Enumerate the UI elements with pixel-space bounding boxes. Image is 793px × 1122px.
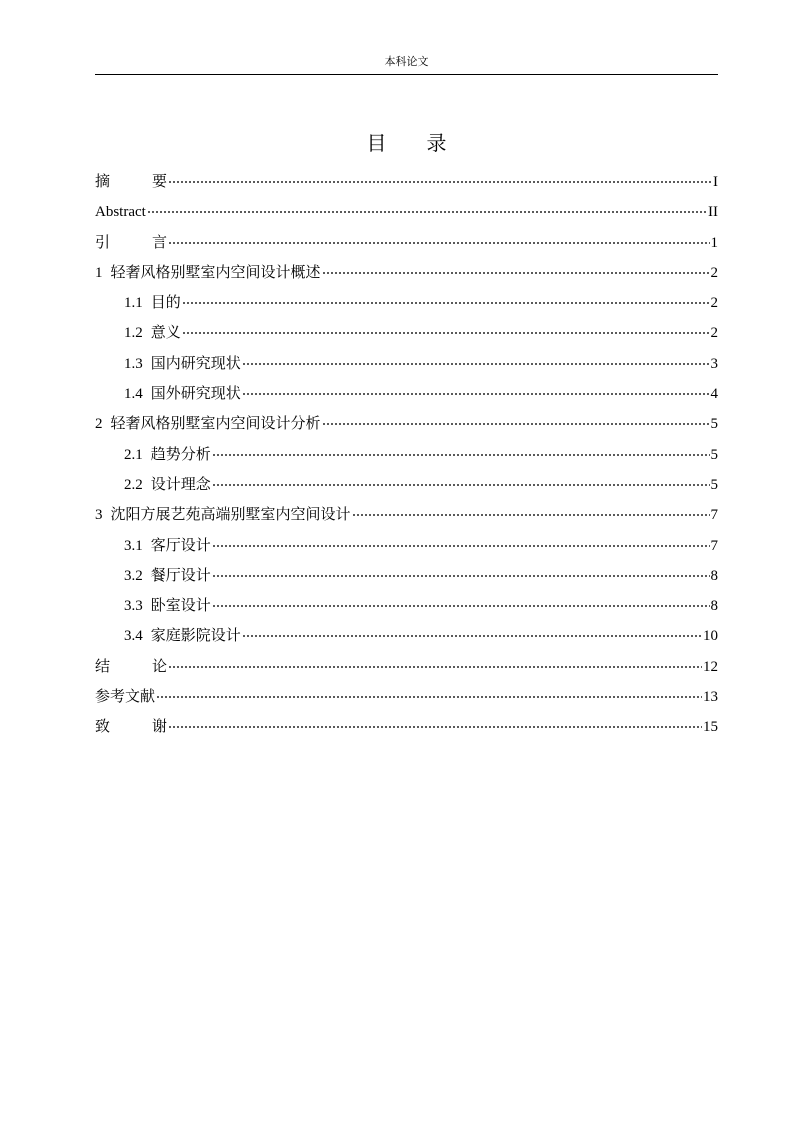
dot-leader (156, 679, 702, 701)
toc-entry-abstract-en[interactable] (95, 194, 718, 224)
toc-page-number: 10 (703, 628, 718, 645)
toc-entry-label: 1.4 国外研究现状 (124, 386, 241, 403)
toc-entry-section-2-2[interactable] (95, 467, 718, 497)
dot-leader (147, 194, 707, 216)
toc-entry-label: 1.1 目的 (124, 295, 181, 312)
toc-entry-introduction[interactable] (95, 225, 718, 255)
toc-entry-section-3-1[interactable] (95, 528, 718, 558)
dot-leader (168, 649, 702, 671)
dot-leader (242, 618, 702, 640)
toc-entry-label: 1.2 意义 (124, 325, 181, 342)
dot-leader (322, 255, 710, 277)
toc-entry-label: 2.2 设计理念 (124, 476, 211, 493)
dot-leader (212, 558, 710, 580)
toc-entry-chapter-3[interactable] (95, 497, 718, 527)
dot-leader (182, 315, 710, 337)
toc-entry-section-2-1[interactable] (95, 437, 718, 467)
toc-entry-label: 3.2 餐厅设计 (124, 567, 211, 584)
toc-page-number: 2 (710, 264, 718, 281)
toc-page-number: 15 (703, 719, 718, 736)
toc-entry-section-3-4[interactable] (95, 618, 718, 648)
toc-entry-label: 3.3 卧室设计 (124, 598, 211, 615)
toc-entry-label: 1.3 国内研究现状 (124, 355, 241, 372)
toc-page-number: 1 (710, 234, 718, 251)
dot-leader (168, 164, 712, 186)
toc-entry-label: 1 轻奢风格别墅室内空间设计概述 (95, 264, 321, 281)
toc-entry-label: 3.1 客厅设计 (124, 537, 211, 554)
toc-title-left: 目 (366, 133, 387, 155)
toc-entry-label: 摘 要 (95, 174, 168, 190)
toc-page-number: 13 (703, 689, 718, 706)
toc-entry-label: 结 论 (95, 658, 168, 675)
toc-title (95, 131, 718, 157)
toc-page-number: 8 (710, 598, 718, 615)
dot-leader (242, 346, 710, 368)
toc-entry-section-1-3[interactable] (95, 346, 718, 376)
toc-page-number: 5 (710, 416, 718, 433)
toc-page-number: 3 (710, 355, 718, 372)
toc-entry-section-1-2[interactable] (95, 315, 718, 345)
toc-page-number: II (708, 204, 718, 221)
toc-entry-section-1-1[interactable] (95, 285, 718, 315)
toc-entry-label: 参考文献 (95, 689, 156, 706)
dot-leader (212, 467, 710, 489)
dot-leader (168, 225, 709, 247)
toc-entry-chapter-2[interactable] (95, 406, 718, 436)
page-header (95, 55, 718, 75)
toc-entry-section-1-4[interactable] (95, 376, 718, 406)
dot-leader (212, 588, 710, 610)
toc-entry-label: 引 言 (95, 234, 168, 251)
dot-leader (212, 528, 710, 550)
dot-leader (322, 406, 710, 428)
toc-entry-acknowledgements[interactable] (95, 709, 718, 739)
toc-entry-label: 2 轻奢风格别墅室内空间设计分析 (95, 416, 321, 433)
toc-entry-section-3-2[interactable] (95, 558, 718, 588)
toc-page-number: 2 (710, 325, 718, 342)
header-text: 本科论文 (384, 56, 429, 68)
dot-leader (168, 709, 702, 731)
toc-page-number: 2 (710, 295, 718, 312)
toc-entry-label: 2.1 趋势分析 (124, 446, 211, 463)
toc-entry-abstract-cn[interactable] (95, 164, 718, 194)
toc-entry-label: Abstract (95, 204, 146, 221)
toc-entry-section-3-3[interactable] (95, 588, 718, 618)
dot-leader (182, 285, 710, 307)
toc-page-number: 4 (710, 386, 718, 403)
toc-title-right: 录 (426, 133, 447, 155)
toc-entry-references[interactable] (95, 679, 718, 709)
toc-page-number: 8 (710, 567, 718, 584)
toc-entry-chapter-1[interactable] (95, 255, 718, 285)
toc-page-number: 5 (710, 446, 718, 463)
toc-page-number: 7 (710, 537, 718, 554)
toc-entry-label: 3 沈阳方展艺苑高端别墅室内空间设计 (95, 507, 351, 524)
dot-leader (352, 497, 710, 519)
toc-page-number: 5 (710, 476, 718, 493)
dot-leader (212, 437, 710, 459)
toc-entry-conclusion[interactable] (95, 649, 718, 679)
toc-entry-label: 致 谢 (95, 719, 168, 736)
toc-page-number: 12 (703, 658, 718, 675)
toc-page-number: 7 (710, 507, 718, 524)
dot-leader (242, 376, 710, 398)
toc-entry-label: 3.4 家庭影院设计 (124, 628, 241, 645)
toc-page-number: I (713, 174, 718, 190)
table-of-contents (95, 164, 718, 740)
